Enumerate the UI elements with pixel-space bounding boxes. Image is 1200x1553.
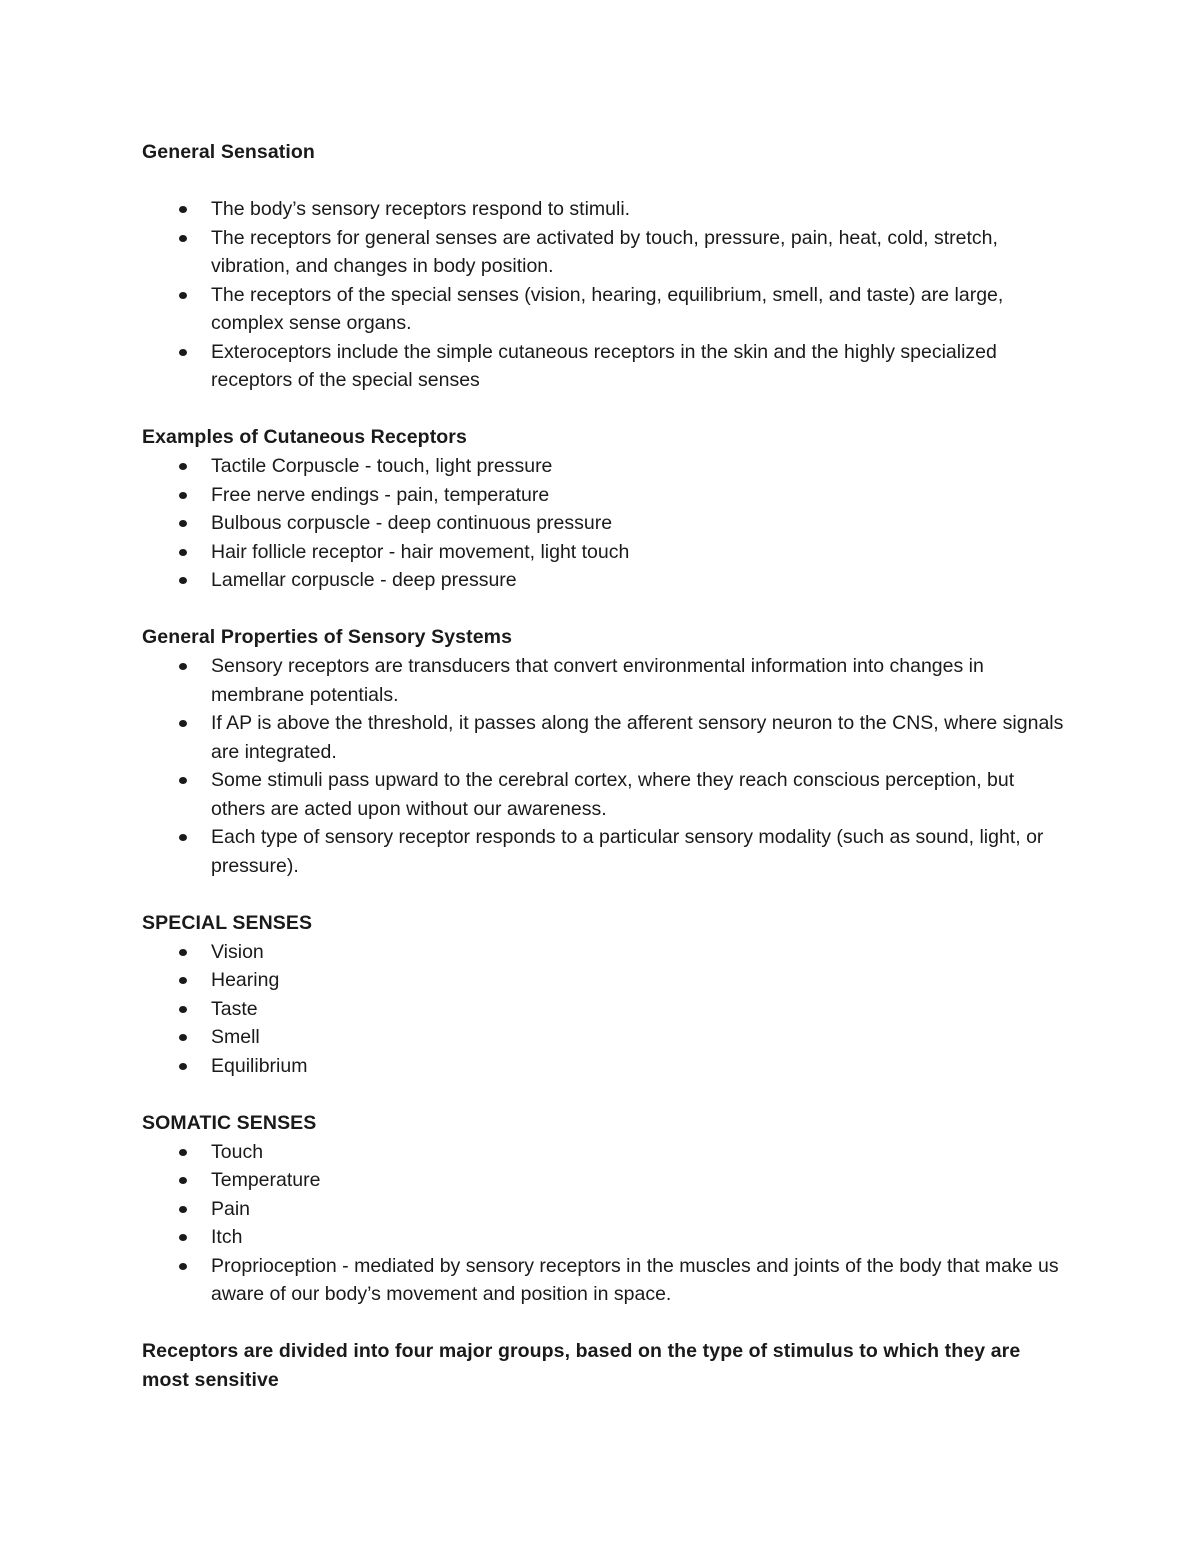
section-general-properties: [142, 623, 1072, 880]
bullet-icon: [179, 1063, 187, 1070]
bullet-list: [142, 938, 1072, 1081]
bullet-list: [142, 1138, 1072, 1309]
list-item: Each type of sensory receptor responds to a particular sensory modality (such as sound, light, or pressure).: [142, 823, 1072, 880]
list-item: Bulbous corpuscle - deep continuous pressure: [142, 509, 1072, 538]
section-heading: General Sensation: [142, 141, 315, 163]
list-item: The body’s sensory receptors respond to stimuli.: [142, 195, 1072, 224]
list-item: Proprioception - mediated by sensory receptors in the muscles and joints of the body that make us aware of our body’s movement and position in space.: [142, 1252, 1072, 1309]
list-item: Itch: [142, 1223, 1072, 1252]
list-item: Hearing: [142, 966, 1072, 995]
bullet-icon: [179, 977, 187, 984]
list-item: Smell: [142, 1023, 1072, 1052]
bullet-icon: [179, 1006, 187, 1013]
bullet-icon: [179, 492, 187, 499]
list-item: Temperature: [142, 1166, 1072, 1195]
bullet-list: [142, 652, 1072, 880]
bullet-icon: [179, 577, 187, 584]
section-general-sensation: [142, 138, 1072, 395]
list-item: Lamellar corpuscle - deep pressure: [142, 566, 1072, 595]
bullet-icon: [179, 206, 187, 213]
bullet-icon: [179, 549, 187, 556]
section-somatic-senses: [142, 1109, 1072, 1309]
bullet-icon: [179, 1206, 187, 1213]
bullet-icon: [179, 663, 187, 670]
bullet-icon: [179, 834, 187, 841]
bullet-list: [142, 452, 1072, 595]
bullet-icon: [179, 235, 187, 242]
section-cutaneous-receptors: [142, 423, 1072, 595]
bullet-icon: [179, 949, 187, 956]
bullet-icon: [179, 1149, 187, 1156]
bullet-list: [142, 195, 1072, 395]
bullet-icon: [179, 720, 187, 727]
section-heading: SPECIAL SENSES: [142, 911, 313, 934]
list-item: Touch: [142, 1138, 1072, 1167]
list-item: Free nerve endings - pain, temperature: [142, 481, 1072, 510]
bullet-icon: [179, 1234, 187, 1241]
section-heading: Examples of Cutaneous Receptors: [142, 426, 467, 448]
section-heading: SOMATIC SENSES: [142, 1111, 317, 1134]
list-item: Equilibrium: [142, 1052, 1072, 1081]
list-item: Exteroceptors include the simple cutaneous receptors in the skin and the highly specialized receptors of the special senses: [142, 338, 1072, 395]
bullet-icon: [179, 463, 187, 470]
bullet-icon: [179, 520, 187, 527]
list-item: Taste: [142, 995, 1072, 1024]
list-item: Sensory receptors are transducers that convert environmental information into changes in membrane potentials.: [142, 652, 1072, 709]
list-item: Vision: [142, 938, 1072, 967]
bullet-icon: [179, 777, 187, 784]
bullet-icon: [179, 349, 187, 356]
document-page: [142, 138, 1072, 1395]
list-item: The receptors for general senses are activated by touch, pressure, pain, heat, cold, stretch, vibration, and changes in body position.: [142, 224, 1072, 281]
bullet-icon: [179, 1263, 187, 1270]
bullet-icon: [179, 292, 187, 299]
list-item: Some stimuli pass upward to the cerebral cortex, where they reach conscious perception, but others are acted upon without our awareness.: [142, 766, 1072, 823]
list-item: Pain: [142, 1195, 1072, 1224]
list-item: If AP is above the threshold, it passes along the afferent sensory neuron to the CNS, where signals are integrated.: [142, 709, 1072, 766]
section-special-senses: [142, 909, 1072, 1081]
closing-heading: Receptors are divided into four major groups, based on the type of stimulus to which they are most sensitive: [142, 1340, 1021, 1391]
bullet-icon: [179, 1034, 187, 1041]
section-heading: General Properties of Sensory Systems: [142, 626, 513, 648]
bullet-icon: [179, 1177, 187, 1184]
list-item: The receptors of the special senses (vision, hearing, equilibrium, smell, and taste) are large, complex sense organs.: [142, 281, 1072, 338]
list-item: Hair follicle receptor - hair movement, light touch: [142, 538, 1072, 567]
list-item: Tactile Corpuscle - touch, light pressure: [142, 452, 1072, 481]
